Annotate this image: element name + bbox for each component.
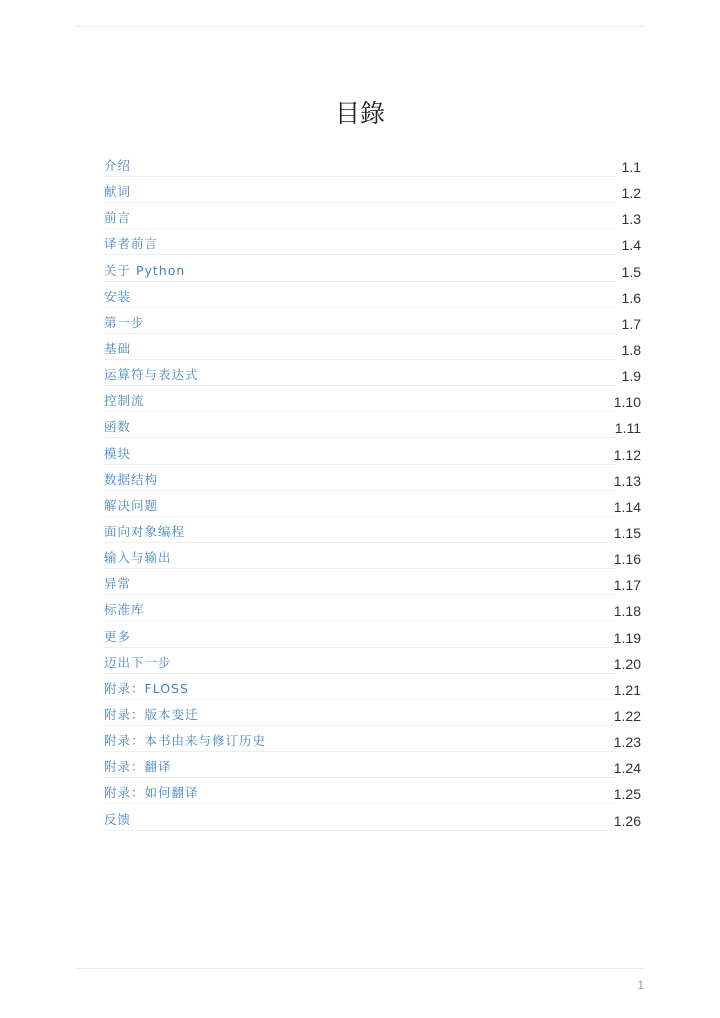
page-number: 1 — [637, 978, 644, 992]
toc-entry-page-number: 1.9 — [621, 368, 641, 385]
toc-entry-link[interactable]: 译者前言 — [104, 234, 616, 255]
toc-entry-link[interactable]: 更多 — [104, 627, 616, 648]
toc-entry-page-number: 1.16 — [613, 551, 641, 568]
toc-entry-link[interactable]: 输入与输出 — [104, 548, 616, 569]
toc-entry — [104, 362, 641, 388]
toc-entry — [104, 702, 641, 728]
header-divider — [75, 26, 645, 27]
toc-entry — [104, 310, 641, 336]
toc-entry-page-number: 1.1 — [621, 159, 641, 175]
toc-entry-page-number: 1.20 — [613, 655, 641, 672]
toc-entry-link[interactable]: 关于 Python — [104, 261, 616, 282]
toc-entry — [104, 284, 641, 310]
toc-entry — [104, 519, 641, 545]
toc-entry-link[interactable]: 标准库 — [104, 600, 616, 621]
toc-entry — [104, 650, 641, 676]
toc-entry — [104, 441, 641, 467]
toc-entry-link[interactable]: 控制流 — [104, 391, 616, 412]
toc-entry-page-number: 1.26 — [613, 812, 641, 829]
toc-entry-link[interactable]: 运算符与表达式 — [104, 365, 616, 386]
toc-entry — [104, 493, 641, 519]
footer-divider — [75, 968, 645, 969]
toc-entry-link[interactable]: 数据结构 — [104, 470, 616, 491]
toc-entry-link[interactable]: 附录：如何翻译 — [104, 783, 616, 804]
toc-entry-page-number: 1.4 — [621, 237, 641, 254]
toc-entry-link[interactable]: 函数 — [104, 417, 616, 438]
toc-entry-page-number: 1.15 — [613, 524, 641, 541]
toc-entry — [104, 258, 641, 284]
toc-entry-page-number: 1.10 — [613, 394, 641, 411]
toc-entry — [104, 624, 641, 650]
toc-entry-link[interactable]: 附录：版本变迁 — [104, 705, 616, 726]
toc-entry-link[interactable]: 前言 — [104, 208, 616, 229]
toc-entry-link[interactable]: 基础 — [104, 339, 616, 360]
toc-entry — [104, 754, 641, 780]
toc-entry-page-number: 1.21 — [613, 681, 641, 698]
toc-entry-page-number: 1.23 — [613, 734, 641, 751]
toc-entry-link[interactable]: 第一步 — [104, 313, 616, 334]
toc-entry-link[interactable]: 安装 — [104, 287, 616, 308]
toc-entry — [104, 571, 641, 597]
toc-entry-page-number: 1.7 — [621, 315, 641, 332]
toc-entry — [104, 336, 641, 362]
toc-entry-page-number: 1.14 — [613, 498, 641, 515]
toc-entry-link[interactable]: 附录：FLOSS — [104, 679, 616, 700]
toc-entry-page-number: 1.8 — [621, 341, 641, 358]
toc-entry — [104, 597, 641, 623]
toc-entry-page-number: 1.11 — [614, 420, 641, 437]
toc-entry — [104, 388, 641, 414]
toc-entry-page-number: 1.17 — [613, 577, 641, 594]
page-title: 目錄 — [334, 99, 385, 128]
toc-entry-link[interactable]: 异常 — [104, 574, 616, 595]
toc-entry-link[interactable]: 介绍 — [104, 156, 616, 177]
toc-entry-page-number: 1.12 — [613, 446, 641, 463]
toc-entry-link[interactable]: 模块 — [104, 444, 616, 465]
toc-entry — [104, 728, 641, 754]
toc-entry-page-number: 1.5 — [621, 263, 641, 280]
toc-entry-page-number: 1.22 — [613, 707, 641, 724]
toc-entry-link[interactable]: 献词 — [104, 182, 616, 203]
toc-entry-link[interactable]: 附录：本书由来与修订历史 — [104, 731, 616, 752]
toc-entry-link[interactable]: 附录：翻译 — [104, 757, 616, 778]
table-of-contents — [104, 153, 641, 833]
toc-entry — [104, 153, 641, 179]
toc-entry — [104, 205, 641, 231]
toc-entry — [104, 231, 641, 257]
toc-entry — [104, 179, 641, 205]
toc-entry-page-number: 1.2 — [621, 185, 641, 202]
toc-entry-page-number: 1.3 — [621, 211, 641, 228]
toc-entry-page-number: 1.6 — [621, 289, 641, 306]
toc-entry-link[interactable]: 面向对象编程 — [104, 522, 616, 543]
toc-entry-link[interactable]: 解决问题 — [104, 496, 616, 517]
toc-entry-page-number: 1.24 — [613, 760, 641, 777]
toc-entry — [104, 414, 641, 440]
toc-entry-page-number: 1.13 — [613, 472, 641, 489]
toc-entry-page-number: 1.19 — [613, 629, 641, 646]
toc-entry — [104, 780, 641, 806]
toc-entry-link[interactable]: 反馈 — [104, 810, 616, 831]
toc-entry-page-number: 1.25 — [613, 786, 641, 803]
toc-entry — [104, 676, 641, 702]
toc-entry — [104, 807, 641, 833]
toc-entry — [104, 545, 641, 571]
toc-entry-page-number: 1.18 — [613, 603, 641, 620]
toc-entry-link[interactable]: 迈出下一步 — [104, 653, 616, 674]
toc-entry — [104, 467, 641, 493]
